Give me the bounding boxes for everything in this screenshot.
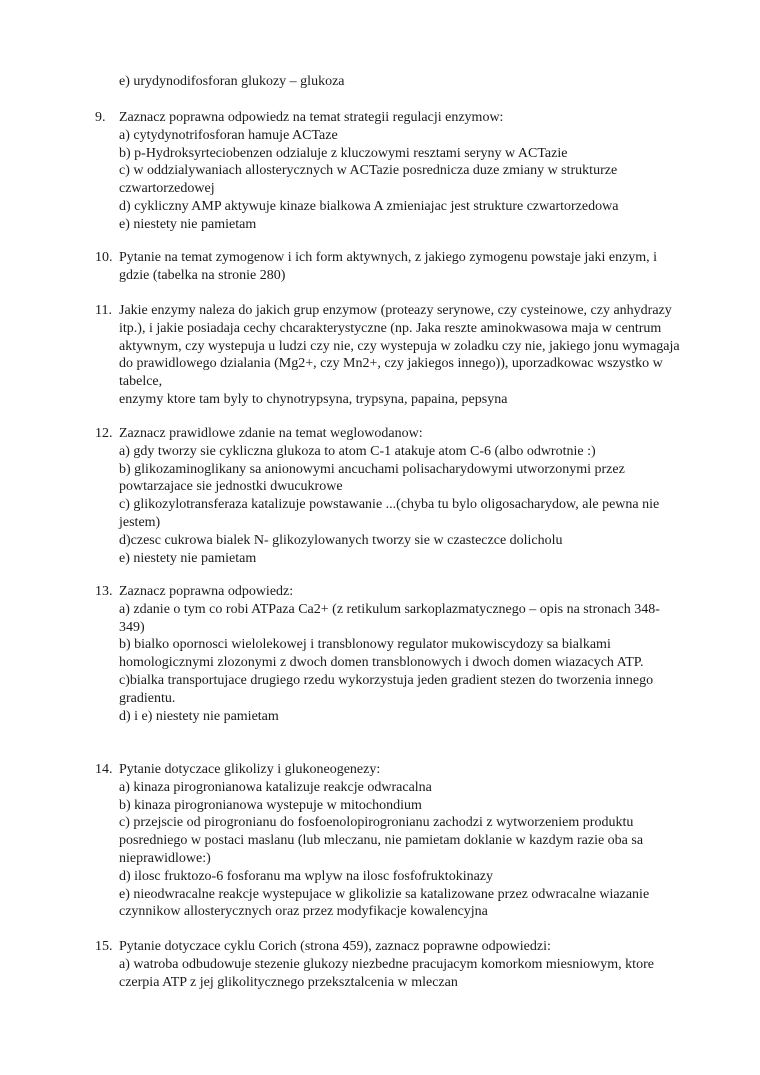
answer-option: c) glikozylotransferaza katalizuje powstawanie ...(chyba tu bylo oligosacharydow, ale pewna nie jestem) xyxy=(119,497,660,530)
answer-option: d) cykliczny AMP aktywuje kinaze bialkowa A zmieniajac jest strukture czwartorzedowa xyxy=(119,198,619,214)
question-note: enzymy ktore tam byly to chynotrypsyna, trypsyna, papaina, pepsyna xyxy=(119,391,508,407)
answer-option: e) niestety nie pamietam xyxy=(119,550,257,566)
answer-option: a) kinaza pirogronianowa katalizuje reakcje odwracalna xyxy=(119,779,432,795)
question-body xyxy=(119,761,685,921)
question-text: Pytanie dotyczace cyklu Corich (strona 459), zaznacz poprawne odpowiedzi: xyxy=(119,939,551,954)
answer-option: c)bialka transportujace drugiego rzedu wykorzystuja jeden gradient stezen do tworzenia innego gradientu. xyxy=(119,672,654,706)
answer-option: e) nieodwracalne reakcje wystepujace w glikolizie sa katalizowane przez odwracalne wiazanie czynnikow allosterycznych oraz przez modyfikacje kowalencyjna xyxy=(119,886,650,920)
answer-option: b) p-Hydroksyrteciobenzen odzialuje z kluczowymi resztami seryny w ACTazie xyxy=(119,145,568,161)
question-text: Pytanie na temat zymogenow i ich form aktywnych, z jakiego zymogenu powstaje jaki enzym, i gdzie (tabelka na stronie 280) xyxy=(119,250,658,283)
question-text: Jakie enzymy naleza do jakich grup enzymow (proteazy serynowe, czy cysteinowe, czy anhydrazy itp.), i jakie posiadaja cechy chcarakterystyczne (np. Jaka reszte aminokwasowa maja w centrum aktywnym, czy wystepuja u ludzi czy nie, czy wystepuja w zoladku czy nie, jakiego jonu wymagaja do prawidlowego dzialania (Mg2+, czy Mn2+, czy jakiegos innego)), uporzadkowac wszystko w tabelce, xyxy=(119,303,680,390)
answer-option: a) zdanie o tym co robi ATPaza Ca2+ (z retikulum sarkoplazmatycznego – opis na stronach 348-349) xyxy=(119,601,660,635)
lead-option xyxy=(119,73,679,91)
question-text: Zaznacz prawidlowe zdanie na temat weglowodanow: xyxy=(119,426,423,441)
question-body xyxy=(119,302,685,409)
question-body xyxy=(119,425,685,567)
answer-option: c) przejscie od pirogronianu do fosfoenolopirogronianu zachodzi z wytworzeniem produktu posredniego w postaci maslanu (lub mleczanu, nie pamietam doklanie w kazdym razie oba sa nieprawidlowe:) xyxy=(119,815,644,866)
question-number: 12. xyxy=(95,426,113,441)
answer-option: d)czesc cukrowa bialek N- glikozylowanych tworzy sie w czasteczce dolicholu xyxy=(119,532,563,548)
question-13 xyxy=(95,583,685,725)
answer-option: a) watroba odbudowuje stezenie glukozy niezbedne pracujacym komorkom miesniowym, ktore czerpia ATP z jej glikolitycznego przeksztalcenia w mleczan xyxy=(119,956,654,990)
question-body xyxy=(119,583,685,725)
question-9 xyxy=(95,109,685,234)
question-body xyxy=(119,249,685,285)
question-10 xyxy=(95,249,685,285)
answer-option: a) gdy tworzy sie cykliczna glukoza to atom C-1 atakuje atom C-6 (albo odwrotnie :) xyxy=(119,443,596,459)
question-15 xyxy=(95,938,685,991)
question-number: 11. xyxy=(95,303,112,318)
question-text: Pytanie dotyczace glikolizy i glukoneogenezy: xyxy=(119,762,381,777)
question-12 xyxy=(95,425,685,567)
answer-option: a) cytydynotrifosforan hamuje ACTaze xyxy=(119,127,338,143)
lead-option-text: e) urydynodifosforan glukozy – glukoza xyxy=(119,74,345,89)
question-11 xyxy=(95,302,685,409)
answer-option: c) w oddzialywaniach allosterycznych w ACTazie posrednicza duze zmiany w strukturze czwartorzedowej xyxy=(119,163,618,197)
question-body xyxy=(119,938,685,991)
answer-option: d) i e) niestety nie pamietam xyxy=(119,708,279,724)
question-number: 10. xyxy=(95,250,113,265)
question-number: 14. xyxy=(95,762,113,777)
question-number: 13. xyxy=(95,584,113,599)
question-14 xyxy=(95,761,685,921)
answer-option: d) ilosc fruktozo-6 fosforanu ma wplyw na ilosc fosfofruktokinazy xyxy=(119,868,494,884)
answer-option: b) bialko opornosci wielolekowej i transblonowy regulator mukowiscydozy sa bialkami homologicznymi zlozonymi z dwoch domen transblonowych i dwoch domen wiazacych ATP. xyxy=(119,637,644,671)
question-text: Zaznacz poprawna odpowiedz: xyxy=(119,584,294,599)
question-text: Zaznacz poprawna odpowiedz na temat strategii regulacji enzymow: xyxy=(119,110,504,125)
question-number: 9. xyxy=(95,110,106,125)
answer-option: e) niestety nie pamietam xyxy=(119,216,257,232)
answer-option: b) kinaza pirogronianowa wystepuje w mitochondium xyxy=(119,797,422,813)
question-number: 15. xyxy=(95,939,113,954)
question-body xyxy=(119,109,685,234)
answer-option: b) glikozaminoglikany sa anionowymi ancuchami polisacharydowymi utworzonymi przez powtarzajace sie jednostki dwucukrowe xyxy=(119,461,625,495)
